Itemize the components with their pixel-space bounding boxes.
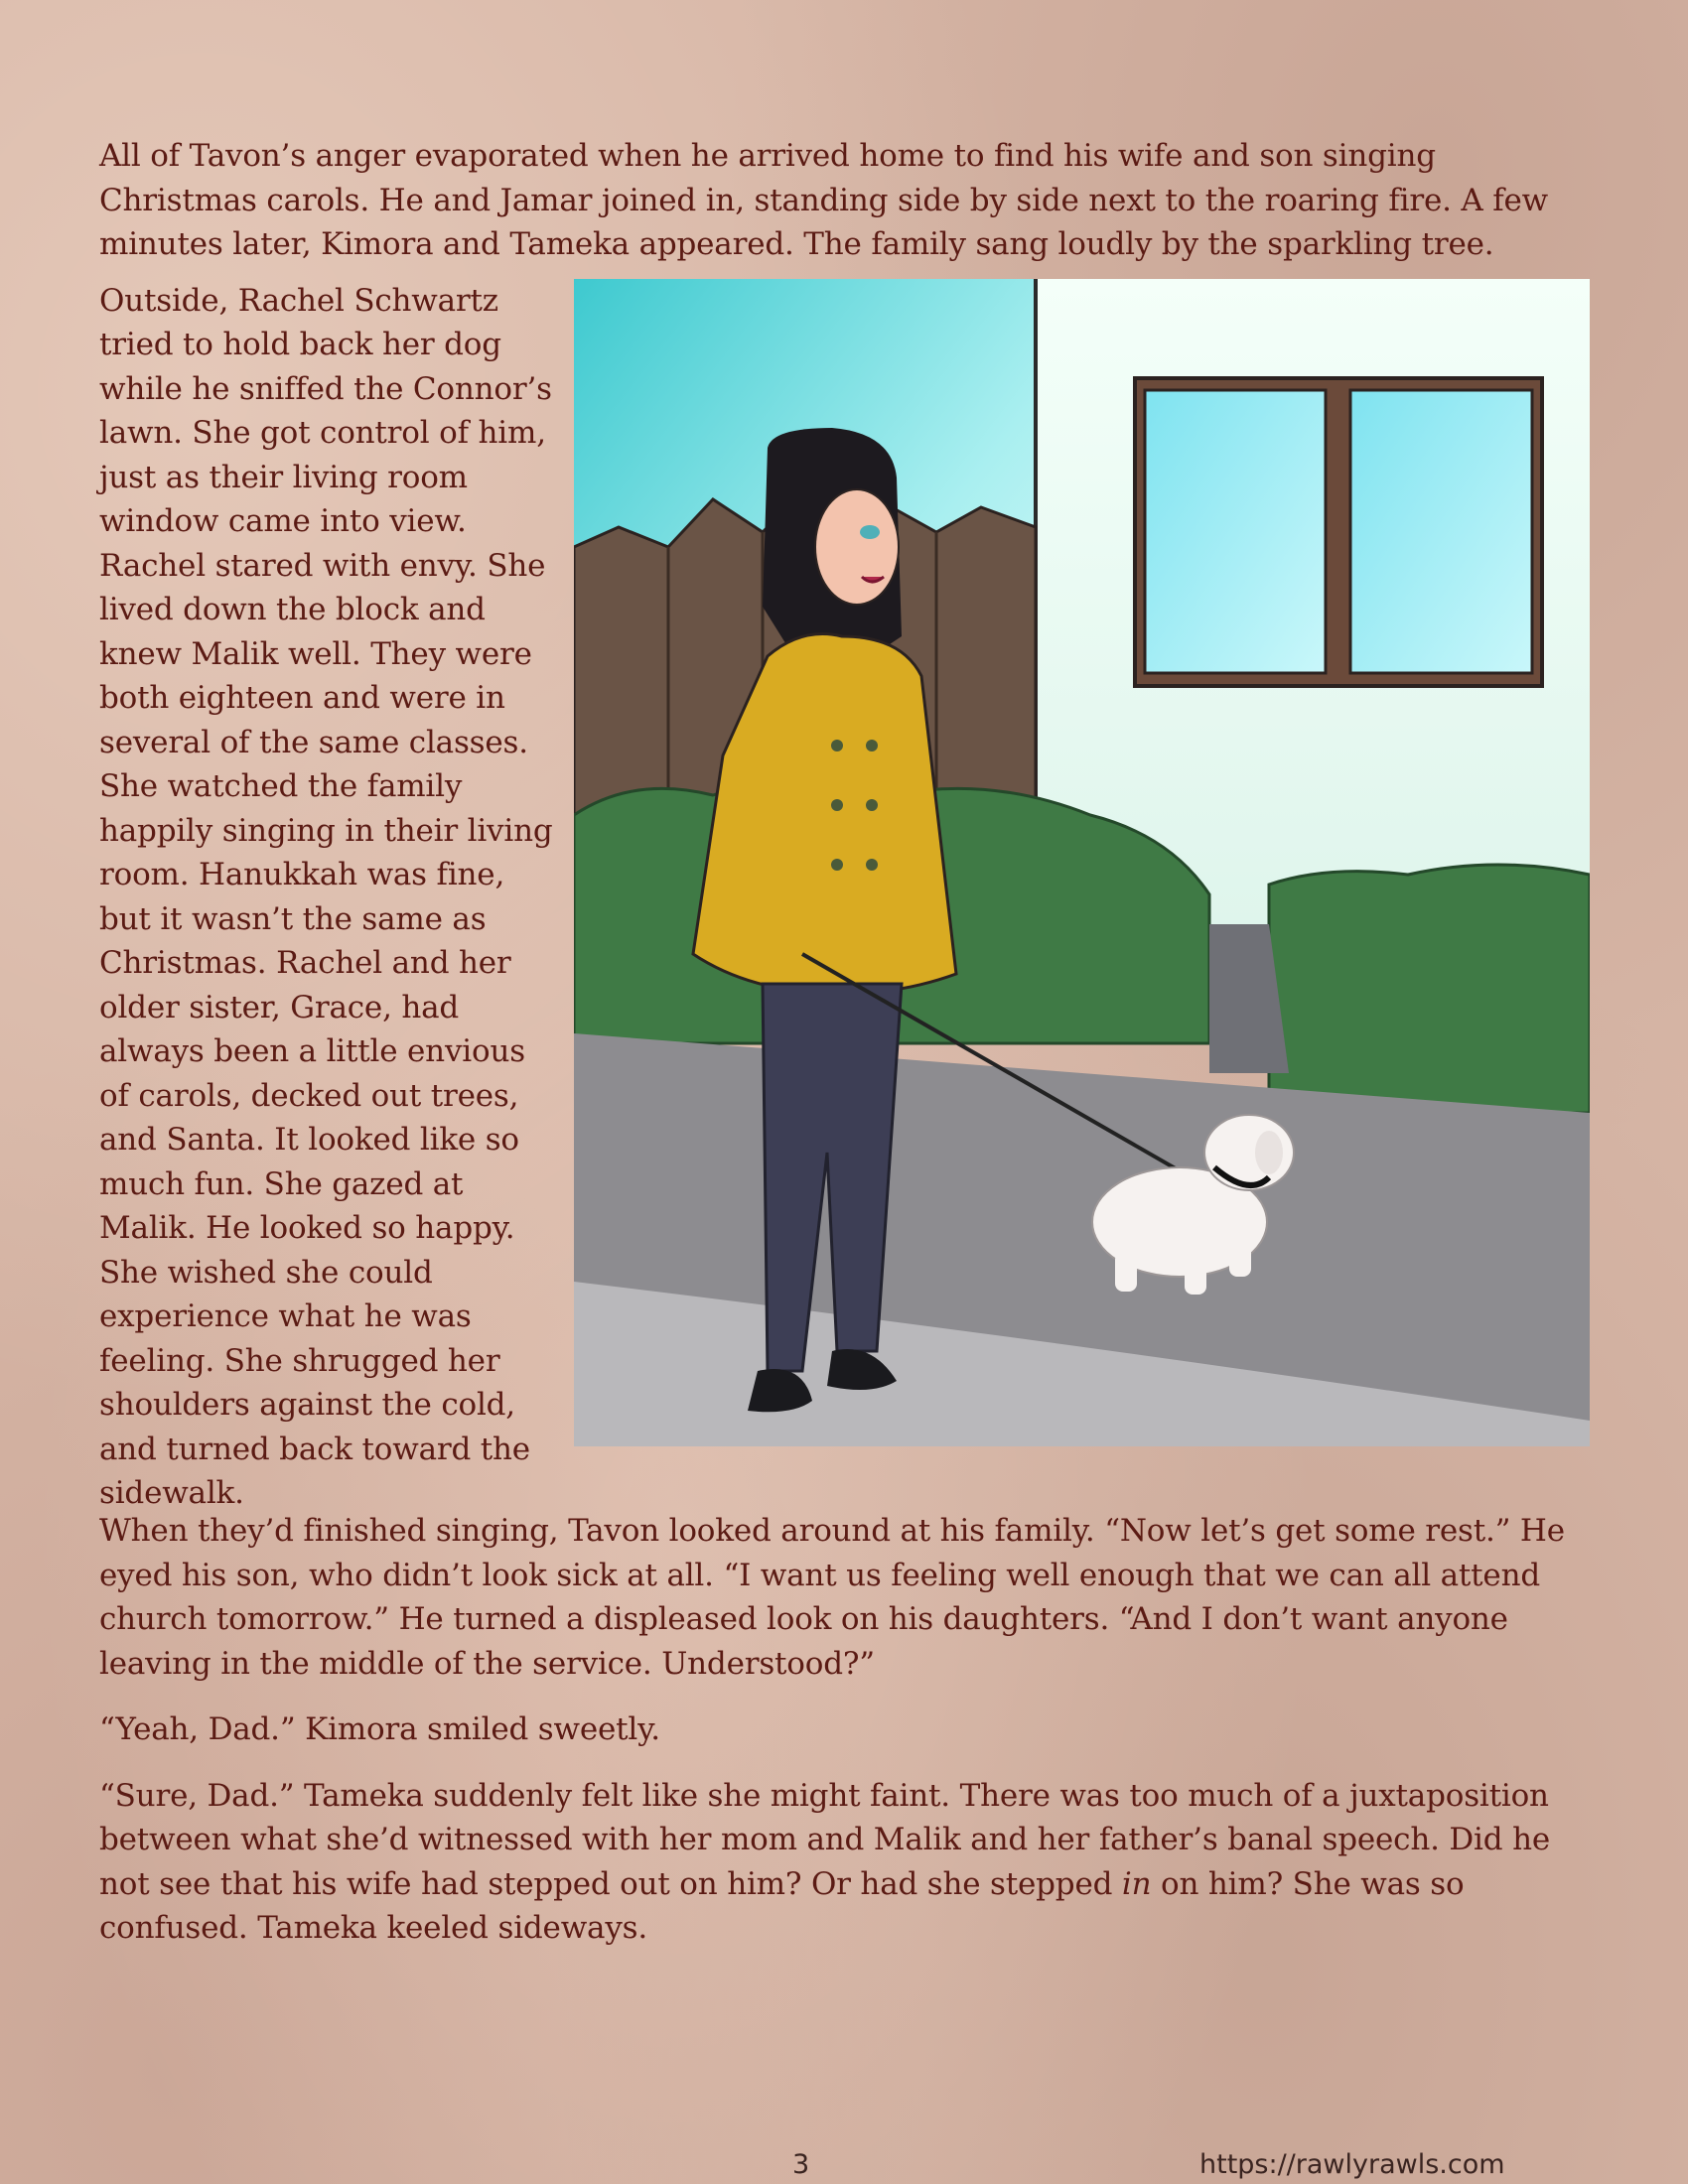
closing-paragraphs: [99, 1509, 1589, 1973]
paragraph-3: When they’d finished singing, Tavon looked around at his family. “Now let’s get some rest.” He eyed his son, who didn’t look sick at all. “I want us feeling well enough that we can all attend church tomorrow.” He turned a displeased look on his daughters. “And I don’t want anyone leaving in the middle of the service. Understood?”: [99, 1513, 1565, 1682]
paragraph-1: All of Tavon’s anger evaporated when he arrived home to find his wife and son singing Christmas carols. He and Jamar joined in, standing side by side next to the roaring fire. A few minutes later, Kimora and Tameka appeared. The family sang loudly by the sparkling tree.: [99, 138, 1549, 262]
paragraph-5-italic: in: [1121, 1865, 1152, 1902]
page-number: 3: [792, 2149, 810, 2180]
illustration-girl-walking-dog: [574, 279, 1590, 1446]
footer-url-link[interactable]: https://rawlyrawls.com: [1199, 2149, 1505, 2180]
paragraph-2: Outside, Rachel Schwartz tried to hold back her dog while he sniffed the Connor’s lawn. She got control of him, just as their living room window came into view. Rachel stared with envy. She lived down the block and knew Malik well. They were both eighteen and were in several of the same classes. She watched the family happily singing in their living room. Hanukkah was fine, but it wasn’t the same as Christmas. Rachel and her older sister, Grace, had always been a little envious of carols, decked out trees, and Santa. It looked like so much fun. She gazed at Malik. He looked so happy. She wished she could experience what he was feeling. She shrugged her shoulders against the cold, and turned back toward the sidewalk.: [99, 282, 553, 1511]
paragraph-5-text-end: on him? She was so confused. Tameka keeled sideways.: [99, 1865, 1465, 1946]
page-body: [99, 134, 1589, 1511]
paragraph-4: “Yeah, Dad.” Kimora smiled sweetly.: [99, 1711, 660, 1747]
paragraph-5-text: “Sure, Dad.” Tameka suddenly felt like she might faint. There was too much of a juxtaposition between what she’d witnessed with her mom and Malik and her father’s banal speech. Did he not see that his wife had stepped out on him? Or had she stepped: [99, 1777, 1550, 1902]
paragraph-5: [99, 1774, 1589, 1951]
text-with-illustration: [99, 279, 1589, 1511]
